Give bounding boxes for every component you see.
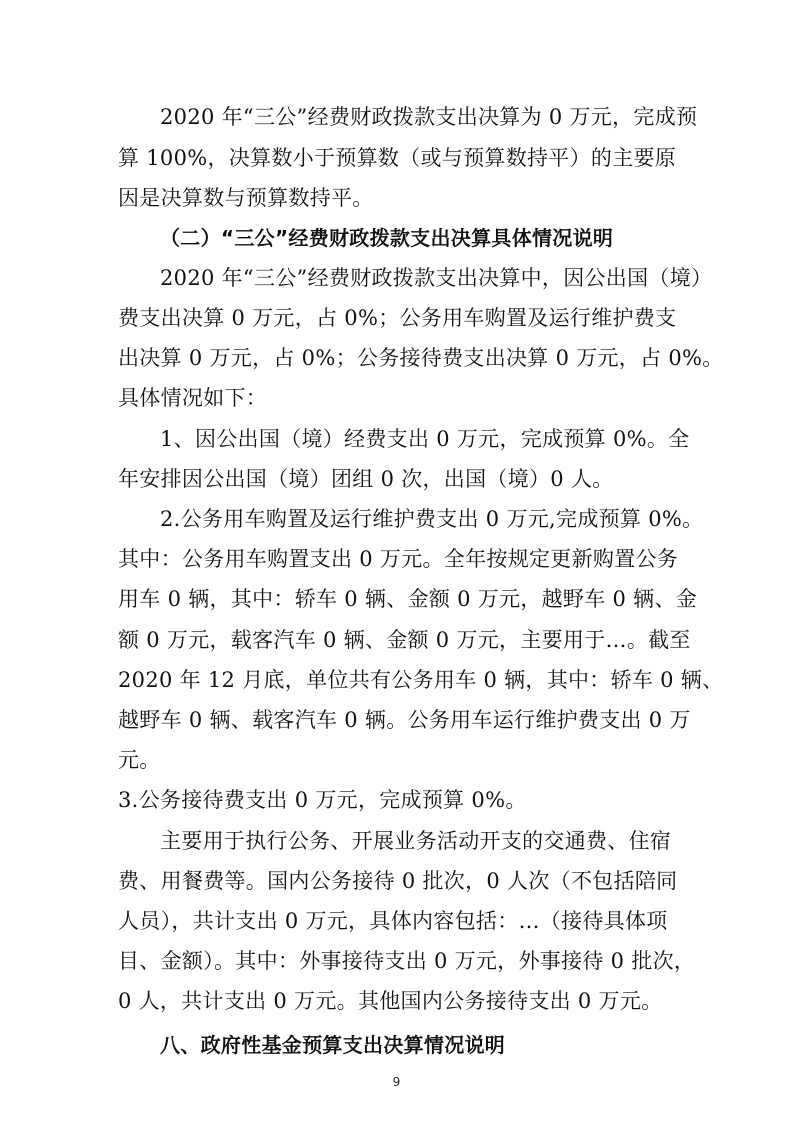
paragraph-line: 出决算 0 万元，占 0%；公务接待费支出决算 0 万元，占 0%。 bbox=[118, 346, 724, 370]
paragraph-line: 年安排因公出国（境）团组 0 次，出国（境）0 人。 bbox=[118, 467, 614, 491]
paragraph-line: 2020 年“三公”经费财政拨款支出决算中，因公出国（境） bbox=[160, 266, 713, 290]
paragraph-line: 人员），共计支出 0 万元，具体内容包括：…（接待具体项 bbox=[118, 909, 668, 933]
paragraph-line: 元。 bbox=[118, 748, 161, 772]
paragraph-line: 2.公务用车购置及运行维护费支出 0 万元,完成预算 0%。 bbox=[160, 507, 704, 531]
paragraph-line: 用车 0 辆，其中：轿车 0 辆、金额 0 万元，越野车 0 辆、金 bbox=[118, 587, 698, 611]
paragraph-line: 2020 年 12 月底，单位共有公务用车 0 辆，其中：轿车 0 辆、 bbox=[118, 668, 724, 692]
paragraph-line: 费、用餐费等。国内公务接待 0 批次，0 人次（不包括陪同 bbox=[118, 869, 678, 893]
paragraph-line: 3.公务接待费支出 0 万元，完成预算 0%。 bbox=[118, 788, 527, 812]
page-number: 9 bbox=[392, 1075, 401, 1089]
paragraph-line: 目、金额）。其中：外事接待支出 0 万元，外事接待 0 批次， bbox=[118, 949, 696, 973]
paragraph-line: 2020 年“三公”经费财政拨款支出决算为 0 万元，完成预 bbox=[160, 105, 698, 129]
paragraph-line: 越野车 0 辆、载客汽车 0 辆。公务用车运行维护费支出 0 万 bbox=[118, 708, 691, 732]
paragraph-line: 1、因公出国（境）经费支出 0 万元，完成预算 0%。全 bbox=[160, 427, 690, 451]
paragraph-line: 主要用于执行公务、开展业务活动开支的交通费、住宿 bbox=[160, 829, 672, 853]
paragraph-line: 算 100%，决算数小于预算数（或与预算数持平）的主要原 bbox=[118, 146, 677, 170]
section-subheading: （二）“三公”经费财政拨款支出决算具体情况说明 bbox=[160, 226, 614, 250]
section-heading: 八、政府性基金预算支出决算情况说明 bbox=[160, 1033, 506, 1057]
paragraph-line: 其中：公务用车购置支出 0 万元。全年按规定更新购置公务 bbox=[118, 547, 679, 571]
paragraph-line: 0 人，共计支出 0 万元。其他国内公务接待支出 0 万元。 bbox=[118, 989, 663, 1013]
paragraph-line: 因是决算数与预算数持平。 bbox=[118, 186, 374, 210]
paragraph-line: 费支出决算 0 万元，占 0%；公务用车购置及运行维护费支 bbox=[118, 306, 677, 330]
paragraph-line: 具体情况如下： bbox=[118, 386, 268, 410]
paragraph-line: 额 0 万元，载客汽车 0 辆、金额 0 万元，主要用于…。截至 bbox=[118, 628, 691, 652]
